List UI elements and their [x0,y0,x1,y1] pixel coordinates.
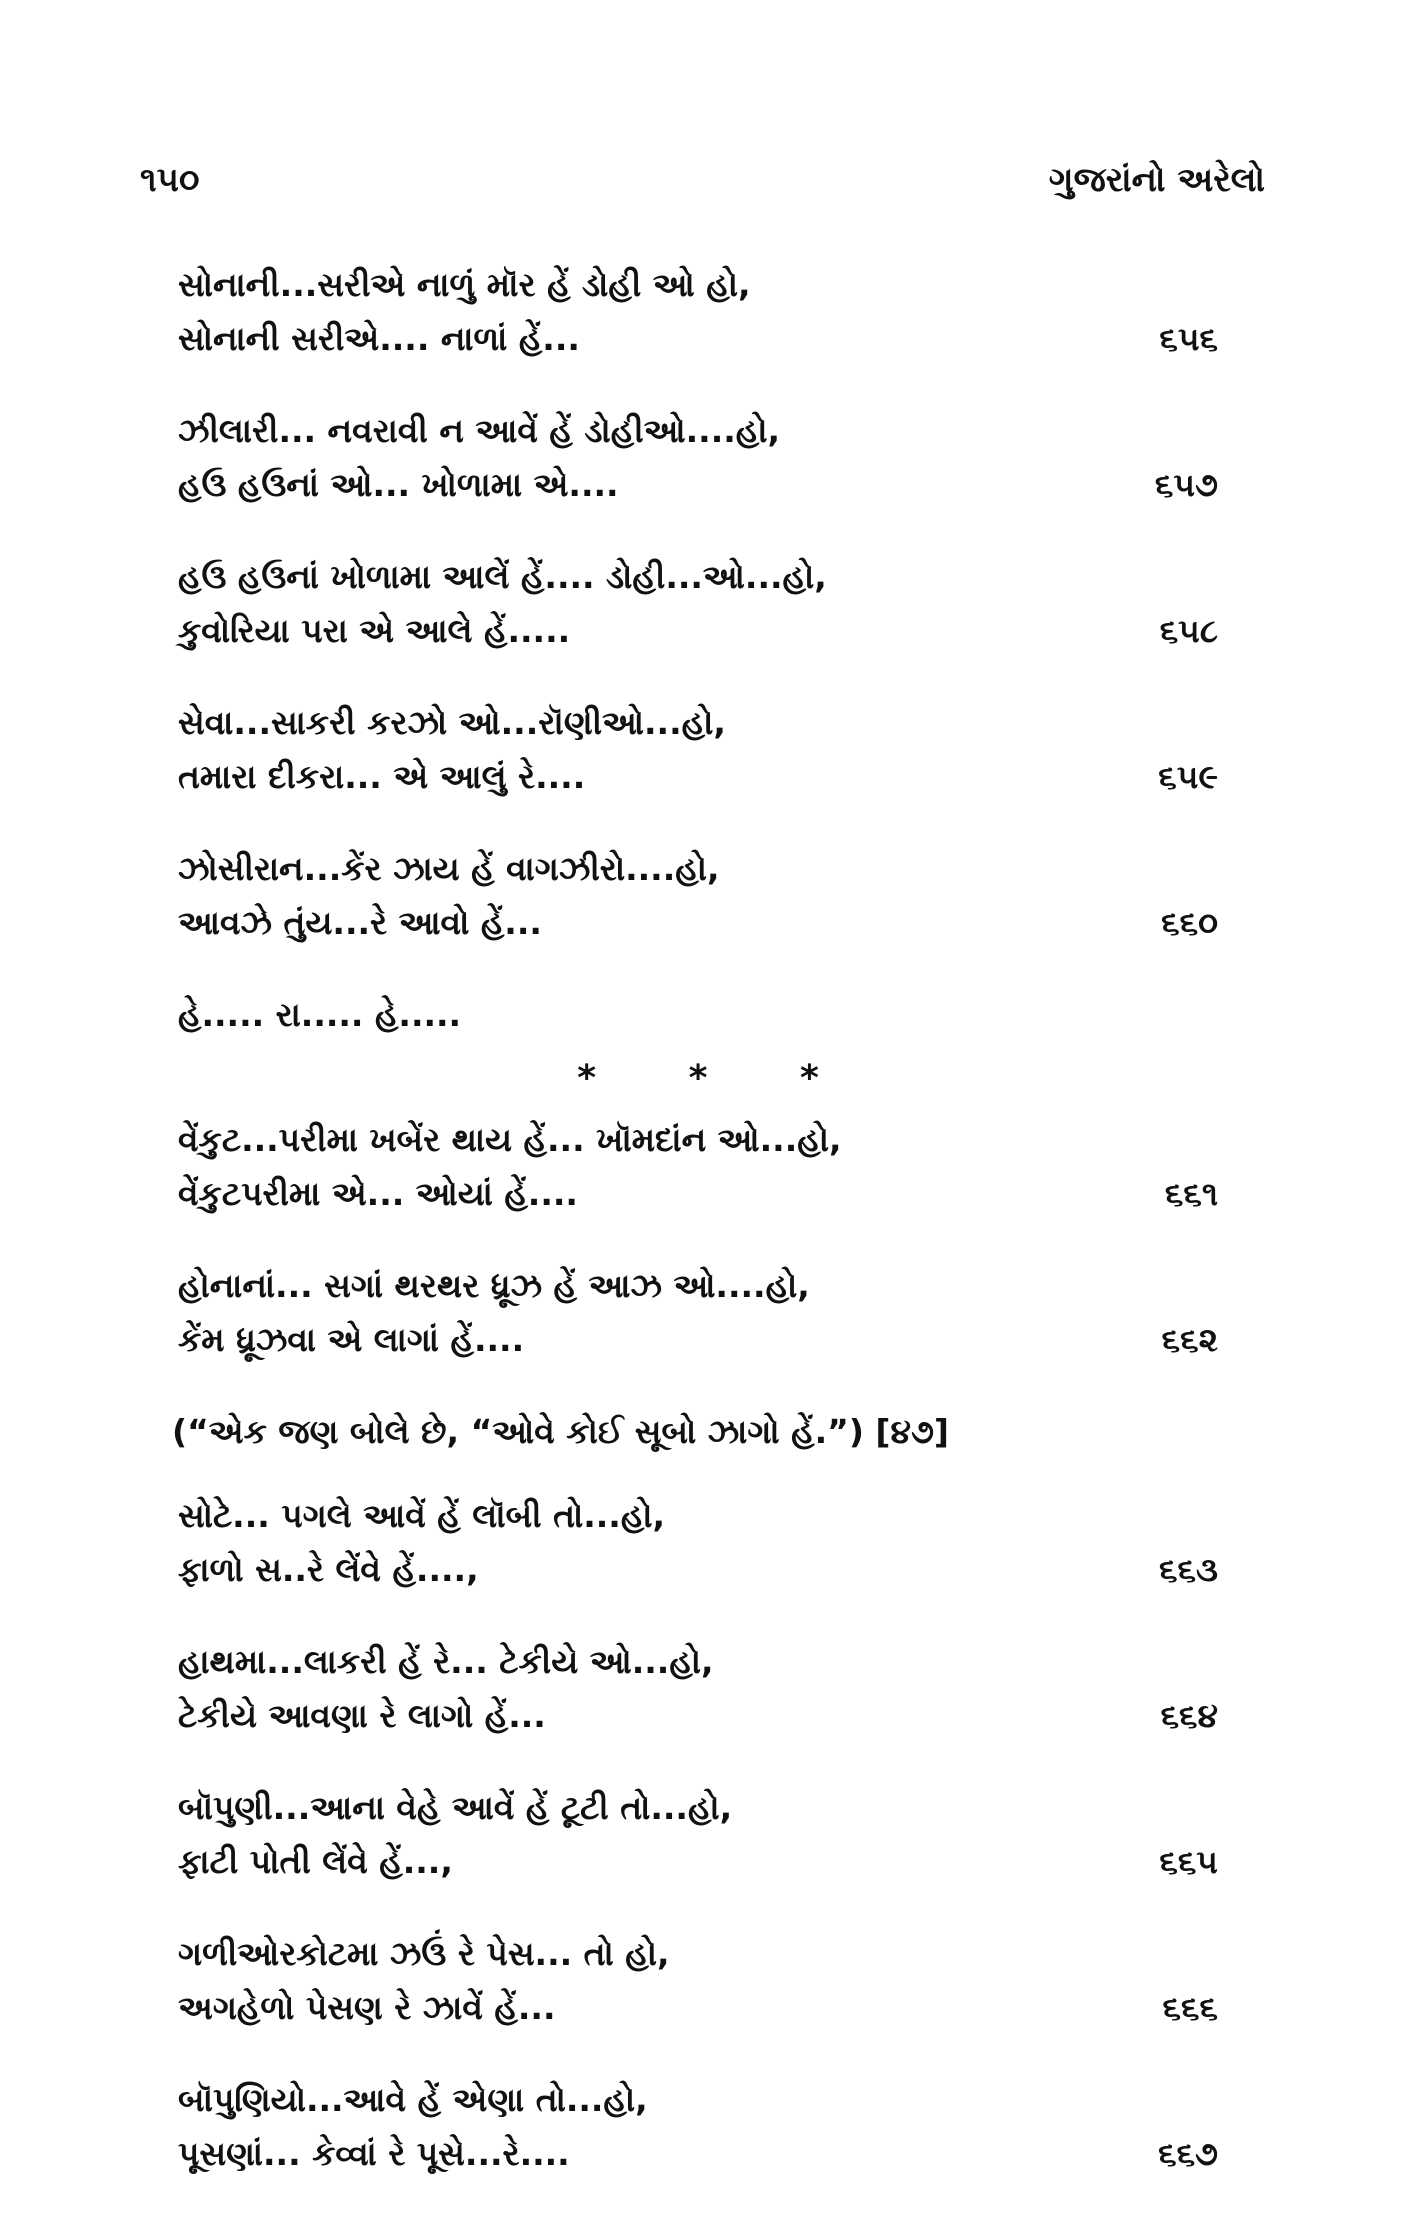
verse-662 [178,1259,1218,1367]
page-header [140,160,1265,220]
verse-line: ગળીઓરકોટમા ઝઉં રે પેસ... તો હો, [178,1934,670,1973]
verse-number: ૬૬૦ [1161,903,1218,942]
verse-line: વેંકુટપરીમા એ... ઓયાં હેં.... [178,1174,578,1213]
verse-line: હઉ હઉનાં ખોળામા આલેં હેં.... ડોહી...ઓ...હો, [178,557,827,596]
verse-number: ૬૫૬ [1159,319,1218,358]
verse-line: બૉપુણી...આના વેહે આવેં હેં ટૂટી તો...હો, [178,1788,733,1827]
verse-664 [178,1635,1218,1743]
running-title: ગુજરાંનો અરેલો [1048,160,1265,200]
section-divider: * * * [577,1058,859,1099]
page-number: ૧૫૦ [140,160,200,200]
verse-661 [178,1113,1218,1221]
verse-660 [178,842,1218,950]
verse-line: ઝોસીરાન...કેંર ઝાય હેં વાગઝીરો....હો, [178,849,720,888]
refrain-line: હે..... રા..... હે..... [178,995,462,1034]
verse-line: વેંકુટ...પરીમા ખબેંર થાય હેં... ખૉમદાંન ઓ...હો, [178,1120,842,1159]
verse-line: તમારા દીકરા... એ આલું રે.... [178,757,586,796]
verse-658 [178,550,1218,658]
verse-656 [178,258,1218,366]
verse-number: ૬૫૯ [1158,757,1218,796]
verse-657 [178,404,1218,512]
verse-line: બૉપુણિયો...આવે હેં એણા તો...હો, [178,2080,648,2119]
verse-number: ૬૫૮ [1159,611,1218,650]
verse-line: ફાળો સ..રે લેંવે હેં...., [178,1550,479,1589]
verse-line: હાથમા...લાકરી હેં રે... ટેકીયે ઓ...હો, [178,1642,714,1681]
spoken-note: (“એક જણ બોલે છે, “ઓવે કોઈ સૂબો ઝાગો હેં.”) [૪૭] [172,1412,949,1451]
verse-665 [178,1781,1218,1889]
verse-667 [178,2073,1218,2181]
verse-number: ૬૬૫ [1159,1842,1218,1881]
verse-number: ૬૬૧ [1164,1174,1218,1213]
verse-line: પૂસણાં... કેવ્વાં રે પૂસે...રે.... [178,2134,570,2173]
verse-line: સોનાની...સરીએ નાળું મૉર હેં ડોહી ઓ હો, [178,265,751,304]
verse-666 [178,1927,1218,2035]
verse-number: ૬૬૨ [1161,1320,1218,1359]
verse-body [172,258,1218,2219]
verse-line: કુવોરિયા પરા એ આલે હેં..... [178,611,571,650]
verse-line: ફાટી પોતી લેંવે હેં..., [178,1842,453,1881]
verse-number: ૬૬૩ [1159,1550,1218,1589]
verse-number: ૬૬૬ [1162,1988,1218,2027]
verse-line: અગહેળો પેસણ રે ઝાવેં હેં... [178,1988,556,2027]
verse-line: સેવા...સાકરી કરઝો ઓ...રૉણીઓ...હો, [178,703,726,742]
verse-number: ૬૫૭ [1154,465,1218,504]
verse-line: સોનાની સરીએ.... નાળાં હેં... [178,319,580,358]
verse-line: કેંમ ધ્રૂઝવા એ લાગાં હેં.... [178,1320,525,1359]
verse-line: આવઝે તુંય...રે આવો હેં... [178,903,542,942]
verse-line: હોનાનાં... સગાં થરથર ધ્રૂઝ હેં આઝ ઓ....હો, [178,1266,810,1305]
verse-line: હઉ હઉનાં ઓ... ખોળામા એ.... [178,465,619,504]
verse-659 [178,696,1218,804]
verse-line: સોટે... પગલે આવેં હેં લૉબી તો...હો, [178,1496,666,1535]
verse-number: ૬૬૭ [1158,2134,1218,2173]
verse-number: ૬૬૪ [1160,1696,1218,1735]
verse-line: ટેકીયે આવણા રે લાગો હેં... [178,1696,546,1735]
verse-663 [178,1489,1218,1597]
verse-line: ઝીલારી... નવરાવી ન આવેં હેં ડોહીઓ....હો, [178,411,781,450]
